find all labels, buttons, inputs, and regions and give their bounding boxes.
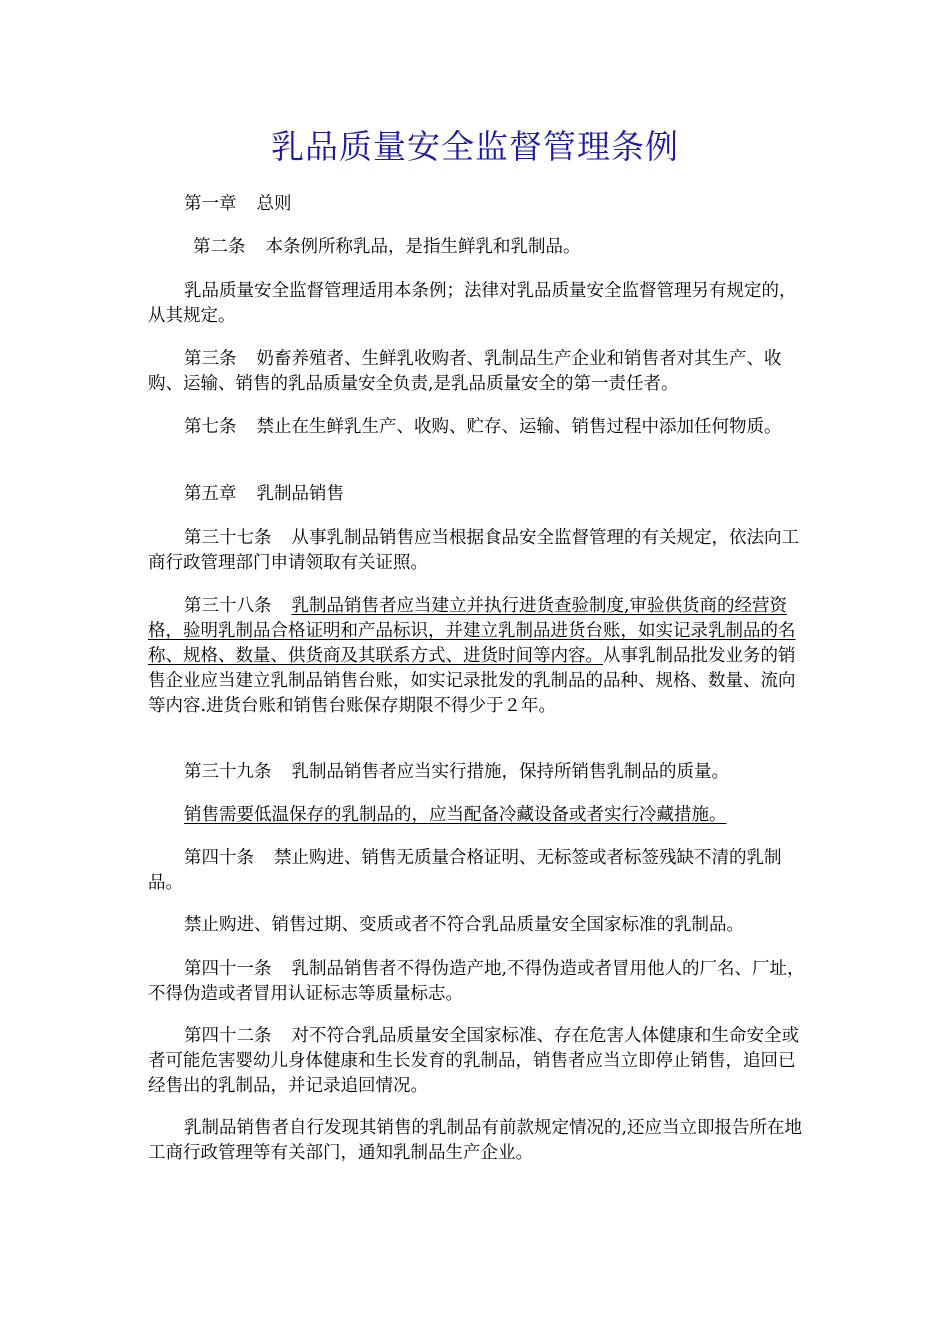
chapter-5-label: 第五章 [184, 484, 237, 504]
chapter-1-name: 总则 [256, 194, 292, 214]
article-3-text: 奶畜养殖者、生鲜乳收购者、乳制品生产企业和销售者对其生产、收购、运输、销售的乳品质量安全负责,是乳品质量安全的第一责任者。 [148, 349, 782, 394]
article-41-text: 乳制品销售者不得伪造产地,不得伪造或者冒用他人的厂名、厂址，不得伪造或者冒用认证标志等质量标志。 [148, 959, 805, 1004]
article-40-label: 第四十条 [184, 848, 254, 868]
article-3 [148, 347, 808, 397]
article-38-label: 第三十八条 [184, 596, 272, 616]
article-2-label: 第二条 [193, 237, 246, 257]
article-42-text: 对不符合乳品质量安全国家标准、存在危害人体健康和生命安全或者可能危害婴幼儿身体健康和生长发育的乳制品，销售者应当立即停止销售，追回已经售出的乳制品，并记录追回情况。 [148, 1026, 799, 1096]
article-37-text: 从事乳制品销售应当根据食品安全监督管理的有关规定，依法向工商行政管理部门申请领取有关证照。 [148, 528, 799, 573]
article-2-paragraph-2: 乳品质量安全监督管理适用本条例；法律对乳品质量安全监督管理另有规定的，从其规定。 [148, 281, 797, 326]
article-39-label: 第三十九条 [184, 762, 272, 782]
article-2 [193, 235, 581, 260]
article-37 [148, 526, 808, 576]
article-39-paragraph-2-text: 销售需要低温保存的乳制品的，应当配备冷藏设备或者实行冷藏措施。 [184, 805, 727, 825]
article-38 [148, 594, 808, 719]
article-40-text: 禁止购进、销售无质量合格证明、无标签或者标签残缺不清的乳制品。 [148, 848, 782, 893]
article-41-label: 第四十一条 [184, 959, 272, 979]
article-39-text: 乳制品销售者应当实行措施，保持所销售乳制品的质量。 [291, 762, 729, 782]
article-39 [148, 760, 808, 785]
article-37-label: 第三十七条 [184, 528, 272, 548]
chapter-1-heading [184, 192, 292, 217]
article-42-paragraph-2: 乳制品销售者自行发现其销售的乳制品有前款规定情况的,还应当立即报告所在地工商行政管理等有关部门，通知乳制品生产企业。 [148, 1118, 803, 1163]
article-7-label: 第七条 [184, 417, 237, 437]
chapter-5-name: 乳制品销售 [256, 484, 344, 504]
article-2-text: 本条例所称乳品，是指生鲜乳和乳制品。 [265, 237, 581, 257]
document-title: 乳品质量安全监督管理条例 [271, 127, 679, 166]
chapter-1-label: 第一章 [184, 194, 237, 214]
chapter-5-heading [184, 482, 344, 507]
article-40-paragraph-2: 禁止购进、销售过期、变质或者不符合乳品质量安全国家标准的乳制品。 [184, 915, 744, 935]
article-7-text: 禁止在生鲜乳生产、收购、贮存、运输、销售过程中添加任何物质。 [256, 417, 782, 437]
article-38-underlined-text: 乳制品销售者应当建立并执行进货查验制度,审验供货商的经营资格，验明乳制品合格证明和产品标识，并建立乳制品进货台账，如实记录乳制品的名称、规格、数量、供货商及其联系方式、进货时间等内容。 [148, 596, 796, 666]
article-38-text: 从事乳制品批发业务的销售企业应当建立乳制品销售台账，如实记录批发的乳制品的品种、规格、数量、流向等内容.进货台账和销售台账保存期限不得少于２年。 [148, 646, 796, 716]
article-42 [148, 1024, 808, 1099]
article-3-label: 第三条 [184, 349, 237, 369]
article-7 [148, 415, 808, 440]
article-39-paragraph-2 [148, 803, 808, 828]
article-40 [148, 846, 808, 896]
article-41 [148, 957, 808, 1007]
article-42-label: 第四十二条 [184, 1026, 272, 1046]
